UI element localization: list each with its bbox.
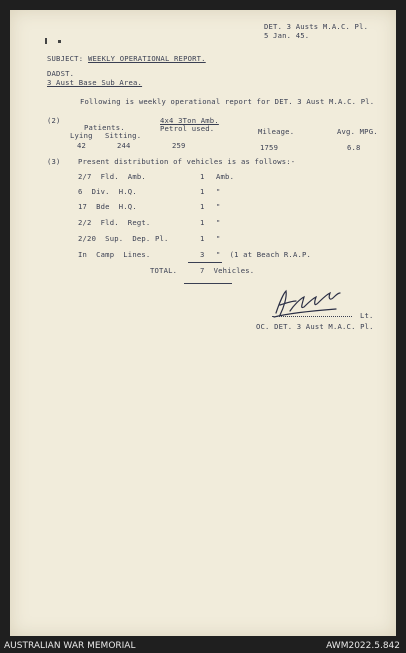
patients-label: Patients.	[84, 123, 125, 132]
distribution-note: Amb.	[216, 172, 235, 181]
punch-mark-dot	[58, 40, 61, 43]
distribution-count: 1	[200, 187, 205, 196]
mileage-label: Mileage.	[258, 127, 295, 136]
section2-number: (2)	[47, 116, 61, 125]
distribution-unit: In Camp Lines.	[78, 250, 151, 259]
distribution-count: 3	[200, 250, 205, 259]
distribution-unit: 2/7 Fld. Amb.	[78, 172, 146, 181]
distribution-unit: 2/20 Sup. Dep. Pl.	[78, 234, 169, 243]
addressee-line1: DADST.	[47, 69, 75, 78]
section3-number: (3)	[47, 157, 61, 166]
header-date: 5 Jan. 45.	[264, 31, 310, 40]
header-unit: DET. 3 Austs M.A.C. Pl.	[264, 22, 369, 31]
distribution-unit: 17 Bde H.Q.	[78, 202, 137, 211]
petrol-label: Petrol used.	[160, 124, 215, 133]
lying-value: 42	[77, 141, 87, 150]
punch-mark	[45, 38, 47, 44]
distribution-note: "	[216, 218, 221, 227]
vehicle-type: 4x4 3Ton Amb.	[160, 116, 219, 125]
footer-accession-number: AWM2022.5.842	[326, 641, 400, 651]
subject-label: SUBJECT:	[47, 54, 84, 63]
signature-rank: Lt.	[360, 311, 374, 320]
distribution-count: 1	[200, 234, 205, 243]
section3-intro: Present distribution of vehicles is as follows:-	[78, 157, 296, 166]
distribution-count: 1	[200, 202, 205, 211]
distribution-count: 1	[200, 218, 205, 227]
petrol-value: 259	[172, 141, 186, 150]
distribution-note: "	[216, 202, 221, 211]
total-value: 7 Vehicles.	[200, 266, 255, 275]
distribution-note: " (1 at Beach R.A.P.	[216, 250, 312, 259]
distribution-note: "	[216, 187, 221, 196]
mpg-label: Avg. MPG.	[337, 127, 378, 136]
total-rule	[184, 283, 232, 284]
distribution-unit: 6 Div. H.Q.	[78, 187, 137, 196]
signature-title: OC. DET. 3 Aust M.A.C. Pl.	[256, 322, 374, 331]
mileage-value: 1759	[260, 143, 279, 152]
addressee-line2: 3 Aust Base Sub Area.	[47, 78, 143, 87]
total-label: TOTAL.	[150, 266, 178, 275]
signature-line	[272, 316, 352, 317]
sitting-value: 244	[117, 141, 131, 150]
sitting-label: Sitting.	[105, 131, 142, 140]
sum-rule	[188, 262, 222, 263]
distribution-unit: 2/2 Fld. Regt.	[78, 218, 151, 227]
distribution-note: "	[216, 234, 221, 243]
intro-paragraph: Following is weekly operational report for DET. 3 Aust M.A.C. Pl.	[80, 97, 375, 106]
subject-title: WEEKLY OPERATIONAL REPORT.	[88, 54, 206, 63]
mpg-value: 6.8	[347, 143, 361, 152]
footer-institution: AUSTRALIAN WAR MEMORIAL	[4, 641, 136, 651]
lying-label: Lying	[70, 131, 93, 140]
distribution-count: 1	[200, 172, 205, 181]
